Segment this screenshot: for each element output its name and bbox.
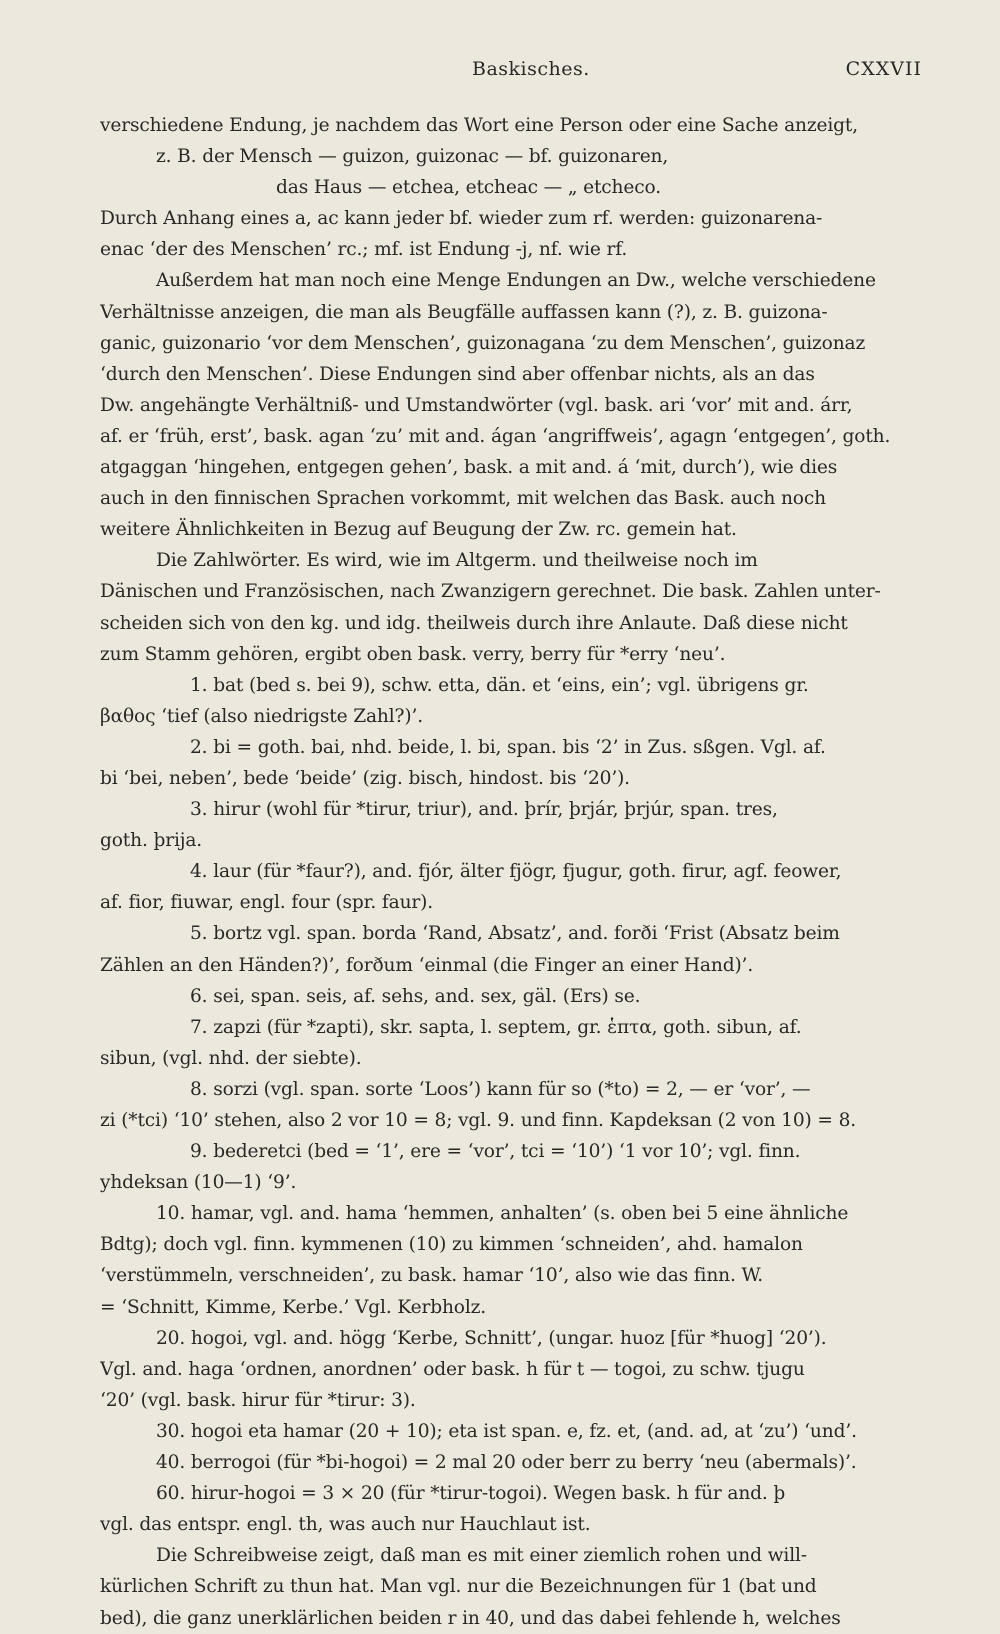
page-header xyxy=(100,58,922,88)
text-line: 7. zapzi (für *zapti), skr. sapta, l. septem, gr. ἑπτα, goth. sibun, af. xyxy=(190,1016,802,1038)
text-line: Vgl. and. haga ‘ordnen, anordnen’ oder bask. h für t — togoi, zu schw. tjugu xyxy=(100,1358,805,1380)
text-line: 40. berrogoi (für *bi-hogoi) = 2 mal 20 oder berr zu berry ‘neu (abermals)’. xyxy=(156,1452,857,1474)
text-line: enac ‘der des Menschen’ rc.; mf. ist Endung -j, nf. wie rf. xyxy=(100,239,628,261)
text-line: Die Zahlwörter. Es wird, wie im Altgerm. und theilweise noch im xyxy=(156,550,758,572)
text-line: 30. hogoi eta hamar (20 + 10); eta ist span. e, fz. et, (and. ad, at ‘zu’) ‘und’. xyxy=(156,1420,857,1442)
text-line: 2. bi = goth. bai, nhd. beide, l. bi, span. bis ‘2’ in Zus. sßgen. Vgl. af. xyxy=(190,736,826,758)
text-line: auch in den finnischen Sprachen vorkommt, mit welchen das Bask. auch noch xyxy=(100,488,826,510)
text-line: af. fior, fiuwar, engl. four (spr. faur). xyxy=(100,892,433,914)
text-line: ‘durch den Menschen’. Diese Endungen sind aber offenbar nichts, als an das xyxy=(100,363,815,385)
text-line: atgaggan ‘hingehen, entgegen gehen’, bask. a mit and. á ‘mit, durch’), wie dies xyxy=(100,457,838,479)
text-line: 20. hogoi, vgl. and. högg ‘Kerbe, Schnitt’, (ungar. huoz [für *huog] ‘20’). xyxy=(156,1327,827,1349)
text-line: Die Schreibweise zeigt, daß man es mit einer ziemlich rohen und will- xyxy=(156,1545,807,1567)
text-line: das Haus — etchea, etcheac — „ etcheco. xyxy=(276,177,661,199)
text-line: ‘verstümmeln, verschneiden’, zu bask. hamar ‘10’, also wie das finn. W. xyxy=(100,1265,763,1287)
text-line: 9. bederetci (bed = ‘1’, ere = ‘vor’, tci = ‘10’) ‘1 vor 10’; vgl. finn. xyxy=(190,1141,801,1163)
text-line: verschiedene Endung, je nachdem das Wort eine Person oder eine Sache anzeigt, xyxy=(100,115,858,136)
text-line: Dw. angehängte Verhältniß- und Umstandwörter (vgl. bask. ari ‘vor’ mit and. árr, xyxy=(100,394,853,416)
text-line: Durch Anhang eines a, ac kann jeder bf. wieder zum rf. werden: guizonarena- xyxy=(100,208,823,230)
text-line: vgl. das entspr. engl. th, was auch nur Hauchlaut ist. xyxy=(100,1514,591,1536)
text-line: 1. bat (bed s. bei 9), schw. etta, dän. et ‘eins, ein’; vgl. übrigens gr. xyxy=(190,674,809,696)
text-line: 6. sei, span. seis, af. sehs, and. sex, gäl. (Ers) se. xyxy=(190,985,641,1007)
text-line: Dänischen und Französischen, nach Zwanzigern gerechnet. Die bask. Zahlen unter- xyxy=(100,581,881,603)
text-line: sibun, (vgl. nhd. der siebte). xyxy=(100,1047,362,1069)
running-title: Baskisches. xyxy=(472,58,590,80)
text-line: kürlichen Schrift zu thun hat. Man vgl. nur die Bezeichnungen für 1 (bat und xyxy=(100,1576,817,1598)
text-line: bi ‘bei, neben’, bede ‘beide’ (zig. bisch, hindost. bis ‘20’). xyxy=(100,767,630,789)
text-line: 5. bortz vgl. span. borda ‘Rand, Absatz’, and. forði ‘Frist (Absatz beim xyxy=(190,923,840,945)
text-line: ganic, guizonario ‘vor dem Menschen’, guizonagana ‘zu dem Menschen’, guizonaz xyxy=(100,332,866,354)
text-line: ‘20’ (vgl. bask. hirur für *tirur: 3). xyxy=(100,1389,416,1411)
text-line: scheiden sich von den kg. und idg. theilweis durch ihre Anlaute. Daß diese nicht xyxy=(100,612,848,634)
text-line: weitere Ähnlichkeiten in Bezug auf Beugung der Zw. rc. gemein hat. xyxy=(100,519,737,541)
text-line: = ‘Schnitt, Kimme, Kerbe.’ Vgl. Kerbholz. xyxy=(100,1296,487,1318)
text-line: zi (*tci) ‘10’ stehen, also 2 vor 10 = 8; vgl. 9. und finn. Kapdeksan (2 von 10) = 8. xyxy=(100,1110,857,1131)
text-line: af. er ‘früh, erst’, bask. agan ‘zu’ mit and. ágan ‘angriffweis’, agagn ‘entgegen’, goth. xyxy=(100,425,891,447)
text-line: Verhältnisse anzeigen, die man als Beugfälle auffassen kann (?), z. B. guizona- xyxy=(100,301,828,323)
text-line: βαθος ‘tief (also niedrigste Zahl?)’. xyxy=(100,705,423,727)
text-line: Zählen an den Händen?)’, forðum ‘einmal (die Finger an einer Hand)’. xyxy=(100,954,754,976)
text-line: goth. þrija. xyxy=(100,830,203,852)
page-body xyxy=(100,110,922,1634)
text-line: 4. laur (für *faur?), and. fjór, älter fjögr, fjugur, goth. firur, agf. feower, xyxy=(190,861,842,883)
text-line: z. B. der Mensch — guizon, guizonac — bf. guizonaren, xyxy=(156,146,669,168)
text-line: 8. sorzi (vgl. span. sorte ‘Loos’) kann für so (*to) = 2, — er ‘vor’, — xyxy=(190,1078,811,1100)
text-line: 10. hamar, vgl. and. hama ‘hemmen, anhalten’ (s. oben bei 5 eine ähnliche xyxy=(156,1203,849,1225)
text-line: 3. hirur (wohl für *tirur, triur), and. þrír, þrjár, þrjúr, span. tres, xyxy=(190,799,778,821)
text-line: Außerdem hat man noch eine Menge Endungen an Dw., welche verschiedene xyxy=(156,270,876,292)
text-line: zum Stamm gehören, ergibt oben bask. verry, berry für *erry ‘neu’. xyxy=(100,643,726,665)
text-line: Bdtg); doch vgl. finn. kymmenen (10) zu kimmen ‘schneiden’, ahd. hamalon xyxy=(100,1234,803,1256)
text-line: 60. hirur-hogoi = 3 × 20 (für *tirur-togoi). Wegen bask. h für and. þ xyxy=(156,1483,786,1505)
text-line: yhdeksan (10—1) ‘9’. xyxy=(100,1172,297,1194)
page-number: CXXVII xyxy=(845,58,922,80)
text-line: bed), die ganz unerklärlichen beiden r in 40, und das dabei fehlende h, welches xyxy=(100,1607,841,1629)
